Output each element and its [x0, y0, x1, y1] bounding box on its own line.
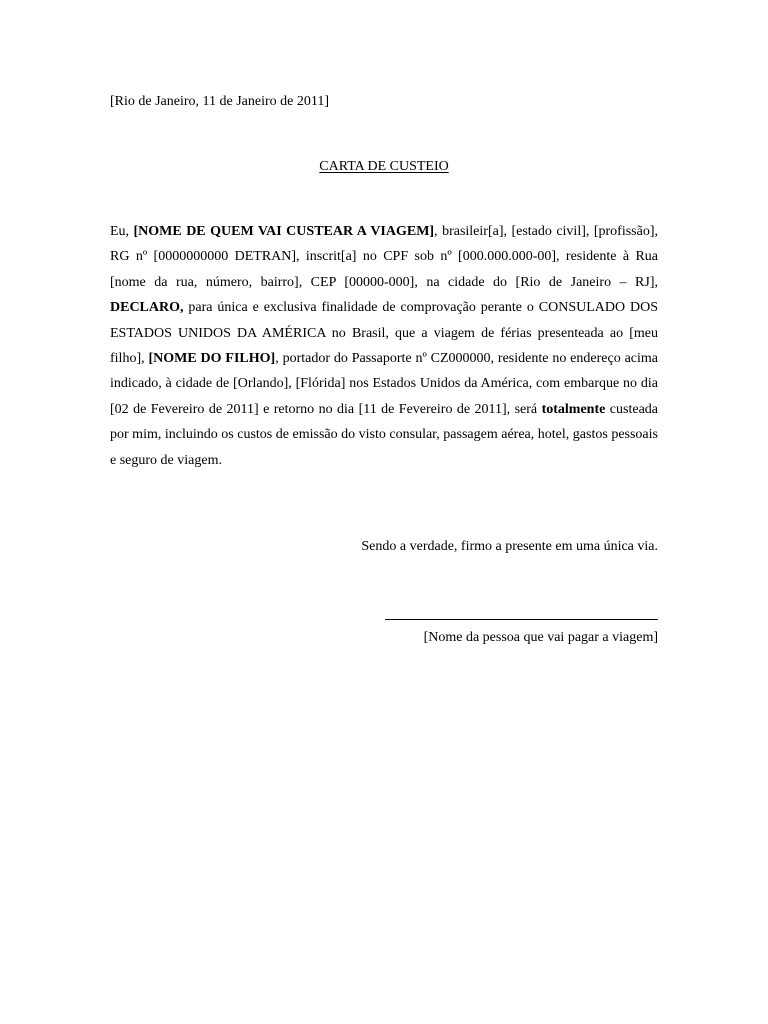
- body-paragraph: [110, 219, 658, 473]
- closing-statement: Sendo a verdade, firmo a presente em uma única via.: [361, 539, 658, 554]
- body-text-segment: para única e exclusiva finalidade de comprovação perante o CONSULADO DOS ESTADOS UNIDOS DA AMÉRICA no Brasil, que a viagem de férias presenteada ao [meu filho],: [110, 300, 658, 367]
- signature-name: [Nome da pessoa que vai pagar a viagem]: [423, 630, 658, 645]
- totalmente-keyword: totalmente: [541, 401, 606, 417]
- child-name-placeholder: [NOME DO FILHO]: [148, 351, 276, 367]
- date-line: [Rio de Janeiro, 11 de Janeiro de 2011]: [110, 94, 330, 109]
- signature-line: [385, 619, 658, 620]
- payer-name-placeholder: [NOME DE QUEM VAI CUSTEAR A VIAGEM]: [133, 224, 435, 239]
- body-text-segment: Eu,: [110, 224, 134, 239]
- body-text-segment: custeada por mim, incluindo os custos de emissão do visto consular, passagem aérea, hotel, gastos pessoais e seguro de viagem.: [110, 401, 658, 468]
- letter-title: [0, 158, 768, 176]
- body-text-segment: , portador do Passaporte nº CZ000000, residente no endereço acima indicado, à cidade de [Orlando], [Flórida] nos Estados Unidos da América, com embarque no dia [02 de Fevereiro de 2011] e retorno no dia [11 de Fevereiro de 2011], será: [110, 351, 658, 417]
- declaro-keyword: DECLARO,: [110, 300, 184, 316]
- letter-title-text: CARTA DE CUSTEIO: [319, 159, 449, 174]
- body-text-segment: , brasileir[a], [estado civil], [profissão], RG nº [0000000000 DETRAN], inscrit[a] no CPF sob nº [000.000.000-00], residente à Rua [nome da rua, número, bairro], CEP [00000-000], na cidade do [Rio de Janeiro – RJ],: [110, 224, 658, 290]
